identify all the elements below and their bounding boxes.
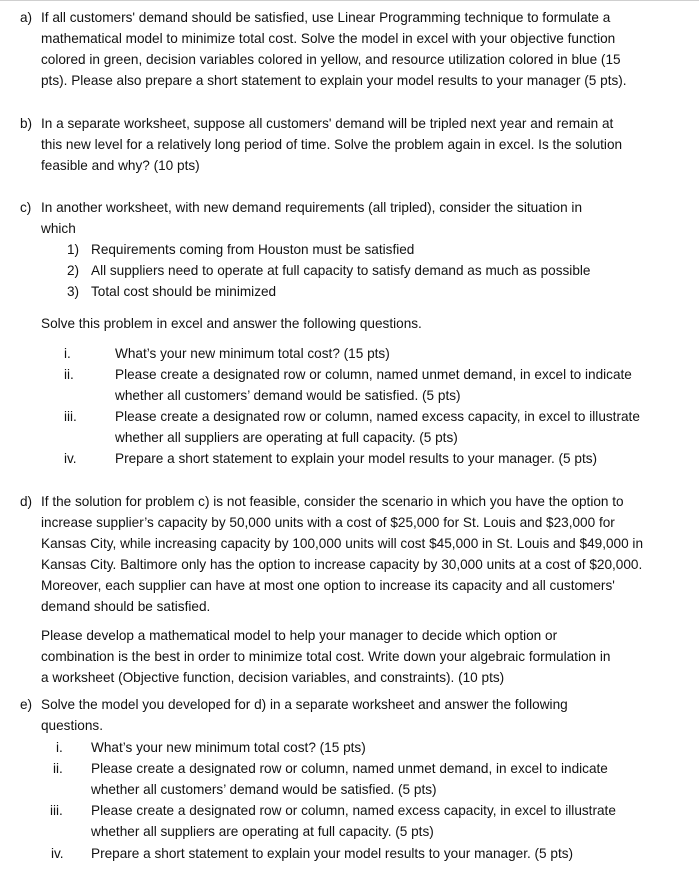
condition-text: Total cost should be minimized [91, 284, 277, 299]
text-line: Moreover, each supplier can have at most one option to increase its capacity and all customers' [41, 578, 615, 593]
part-d-paragraph-2-text [41, 625, 681, 688]
question-number: i. [56, 740, 63, 755]
condition-number: 1) [67, 242, 80, 257]
text-line: this new level for a relatively long period of time. Solve the problem again in excel. Is the solution [41, 137, 623, 152]
question-text: Please create a designated row or column, named excess capacity, in excel to illustrate [115, 409, 640, 424]
part-d-text [41, 491, 681, 617]
part-a-text [41, 7, 681, 91]
text-line: pts). Please also prepare a short statement to explain your model results to your manager (5 pts). [41, 73, 627, 88]
part-d-label: d) [20, 494, 33, 509]
question-text: whether all customers’ demand would be satisfied. (5 pts) [91, 782, 437, 797]
part-c-solve-instruction: Solve this problem in excel and answer the following questions. [41, 316, 422, 331]
text-line: Please develop a mathematical model to help your manager to decide which option or [41, 628, 558, 643]
text-line: colored in green, decision variables colored in yellow, and resource utilization colored in blue (15 [41, 52, 621, 67]
text-line: In another worksheet, with new demand requirements (all tripled), consider the situation in [41, 200, 583, 215]
question-number: iv. [64, 451, 77, 466]
part-e-label: e) [20, 697, 33, 712]
text-line: demand should be satisfied. [41, 599, 211, 614]
text-line: a worksheet (Objective function, decision variables, and constraints). (10 pts) [41, 670, 505, 685]
text-line: questions. [41, 718, 103, 733]
part-b-label: b) [20, 116, 33, 131]
text-line: Solve the model you developed for d) in a separate worksheet and answer the following [41, 697, 568, 712]
question-text: Please create a designated row or column, named unmet demand, in excel to indicate [91, 761, 608, 776]
part-c-label: c) [20, 200, 32, 215]
text-line: which [41, 221, 76, 236]
question-text: What’s your new minimum total cost? (15 pts) [115, 346, 390, 361]
question-number: iii. [64, 409, 77, 424]
text-line: If all customers' demand should be satisfied, use Linear Programming technique to formulate a [41, 10, 611, 25]
text-line: combination is the best in order to minimize total cost. Write down your algebraic formulation in [41, 649, 611, 664]
top-border [0, 0, 699, 1]
question-text: whether all suppliers are operating at full capacity. (5 pts) [115, 430, 458, 445]
text-line: feasible and why? (10 pts) [41, 158, 200, 173]
question-text: What’s your new minimum total cost? (15 pts) [91, 740, 366, 755]
question-number: iii. [50, 803, 63, 818]
condition-number: 3) [67, 284, 80, 299]
condition-number: 2) [67, 263, 80, 278]
question-number: iv. [51, 846, 64, 861]
text-line: increase supplier’s capacity by 50,000 units with a cost of $25,000 for St. Louis and $23,000 for [41, 515, 615, 530]
question-text: Please create a designated row or column, named unmet demand, in excel to indicate [115, 367, 632, 382]
question-text: whether all customers’ demand would be satisfied. (5 pts) [115, 388, 461, 403]
question-text: Please create a designated row or column, named excess capacity, in excel to illustrate [91, 803, 616, 818]
part-c-text [41, 197, 681, 239]
text-line: Kansas City, while increasing capacity by 100,000 units will cost $45,000 in St. Louis and $49,000 in [41, 536, 644, 551]
question-number: ii. [53, 761, 63, 776]
question-text: Prepare a short statement to explain your model results to your manager. (5 pts) [115, 451, 598, 466]
text-line: If the solution for problem c) is not feasible, consider the scenario in which you have the option to [41, 494, 624, 509]
part-e-text [41, 694, 681, 736]
part-a-label: a) [20, 10, 33, 25]
question-text: Prepare a short statement to explain your model results to your manager. (5 pts) [91, 846, 574, 861]
text-line: Kansas City. Baltimore only has the option to increase capacity by 30,000 units at a cost of $20,000. [41, 557, 643, 572]
text-line: mathematical model to minimize total cost. Solve the model in excel with your objective function [41, 31, 616, 46]
part-b-text [41, 113, 681, 176]
condition-text: All suppliers need to operate at full capacity to satisfy demand as much as possible [91, 263, 591, 278]
question-text: whether all suppliers are operating at full capacity. (5 pts) [91, 824, 434, 839]
condition-text: Requirements coming from Houston must be satisfied [91, 242, 415, 257]
text-line: In a separate worksheet, suppose all customers' demand will be tripled next year and remain at [41, 116, 614, 131]
question-number: i. [64, 346, 71, 361]
question-number: ii. [64, 367, 74, 382]
